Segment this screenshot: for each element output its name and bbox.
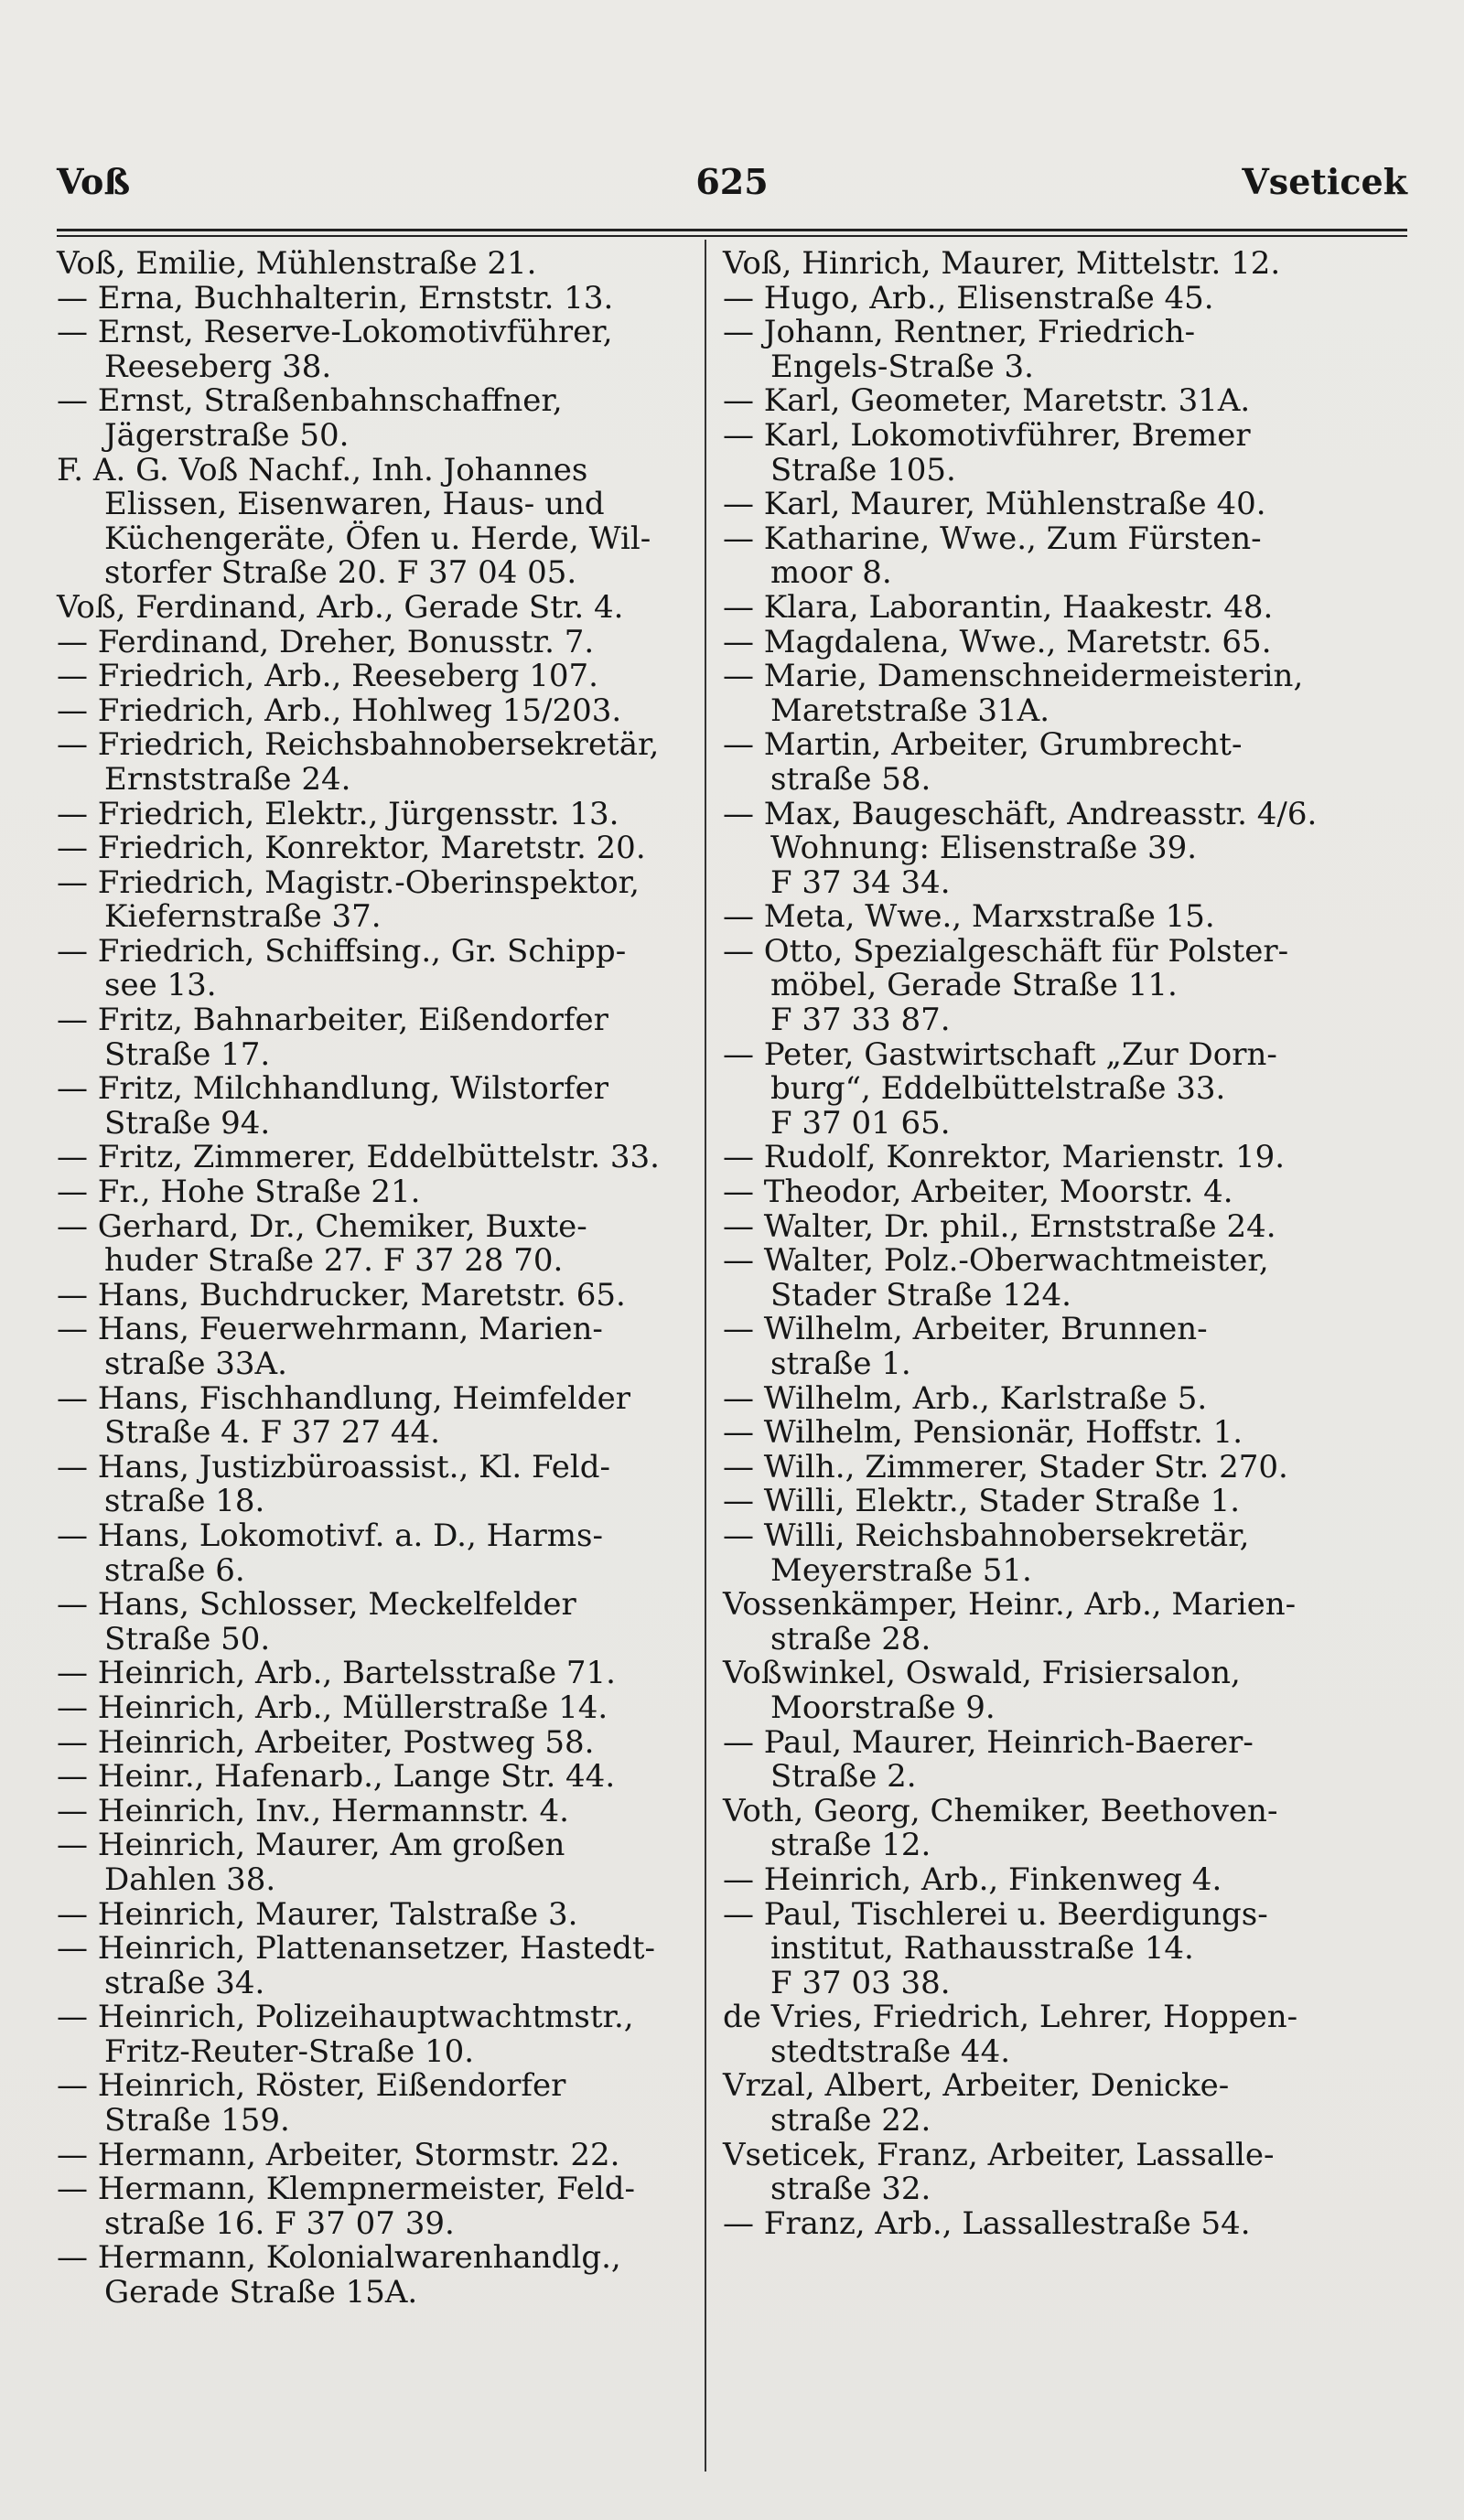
- entry-continuation-line: Engels-Straße 3.: [770, 348, 1034, 385]
- entry-line: — Fritz, Bahnarbeiter, Eißendorfer: [57, 1002, 608, 1039]
- directory-entry: [723, 1485, 1409, 1519]
- entry-line: — Otto, Spezialgeschäft für Polster-: [723, 932, 1289, 970]
- entry-line: — Ernst, Straßenbahnschaffner,: [57, 382, 563, 420]
- entry-line: — Martin, Arbeiter, Grumbrecht-: [723, 726, 1243, 764]
- entry-continuation-line: Straße 159.: [104, 2102, 290, 2139]
- entry-line: — Hermann, Klempnermeister, Feld-: [57, 2171, 636, 2208]
- entry-line: — Katharine, Wwe., Zum Fürsten-: [723, 520, 1262, 557]
- entry-line: — Gerhard, Dr., Chemiker, Buxte-: [57, 1207, 587, 1245]
- entry-continuation-line: straße 58.: [770, 760, 931, 798]
- entry-continuation-line: straße 16. F 37 07 39.: [104, 2204, 455, 2242]
- entry-line: — Hans, Feuerwehrmann, Marien-: [57, 1311, 603, 1348]
- directory-entry: [57, 2172, 688, 2241]
- page-header: [57, 161, 1407, 216]
- directory-entry: [723, 2204, 1409, 2242]
- directory-entry: [57, 588, 688, 626]
- entry-line: — Friedrich, Elektr., Jürgensstr. 13.: [57, 795, 619, 832]
- entry-continuation-line: straße 33A.: [104, 1346, 287, 1382]
- directory-entry: [723, 384, 1409, 419]
- directory-entry: [57, 1657, 688, 1691]
- directory-entry: [723, 1379, 1409, 1417]
- directory-entry: [57, 863, 688, 936]
- directory-entry: [57, 384, 688, 453]
- directory-entry: [57, 831, 688, 866]
- right-column: [723, 247, 1409, 2241]
- entry-continuation-line: Wohnung: Elisenstraße 39.: [770, 830, 1198, 867]
- entry-continuation-line: F 37 34 34.: [770, 863, 951, 901]
- entry-continuation-line: straße 12.: [770, 1827, 931, 1864]
- directory-entry: [57, 1792, 688, 1829]
- entry-continuation-line: see 13.: [104, 967, 217, 1004]
- entry-line: — Friedrich, Arb., Reeseberg 107.: [57, 658, 598, 695]
- entry-line: — Wilhelm, Pensionär, Hoffstr. 1.: [723, 1414, 1243, 1452]
- entry-line: — Friedrich, Magistr.-Oberinspektor,: [57, 863, 640, 901]
- entry-line: — Franz, Arb., Lassallestraße 54.: [723, 2204, 1251, 2242]
- entry-line: — Johann, Rentner, Friedrich-: [723, 314, 1196, 351]
- entry-continuation-line: storfer Straße 20. F 37 04 05.: [104, 554, 577, 592]
- entry-line: Voß, Emilie, Mühlenstraße 21.: [57, 245, 537, 282]
- directory-entry: [57, 1448, 688, 1520]
- entry-line: — Meta, Wwe., Marxstraße 15.: [723, 898, 1215, 936]
- directory-entry: [57, 1141, 688, 1175]
- entry-continuation-line: stedtstraße 44.: [770, 2032, 1011, 2070]
- entry-continuation-line: huder Straße 27. F 37 28 70.: [104, 1242, 564, 1280]
- entry-continuation-line: Straße 94.: [104, 1104, 271, 1142]
- directory-entry: [723, 1792, 1409, 1864]
- directory-entry: [57, 279, 688, 316]
- entry-continuation-line: Straße 50.: [104, 1620, 271, 1657]
- entry-continuation-line: Gerade Straße 15A.: [104, 2274, 418, 2311]
- entry-continuation-line: Dahlen 38.: [104, 1861, 276, 1898]
- directory-entry: [723, 416, 1409, 488]
- directory-entry: [723, 1141, 1409, 1175]
- entry-line: — Erna, Buchhalterin, Ernststr. 13.: [57, 279, 614, 316]
- directory-entry: [723, 1313, 1409, 1381]
- directory-entry: [57, 1379, 688, 1452]
- directory-entry: [723, 1519, 1409, 1588]
- directory-entry: [723, 2136, 1409, 2208]
- directory-entry: [723, 279, 1409, 316]
- entry-line: — Heinrich, Polizeihauptwachtmstr.,: [57, 1999, 634, 2036]
- entry-line: — Magdalena, Wwe., Maretstr. 65.: [723, 623, 1272, 660]
- directory-entry: [723, 659, 1409, 728]
- entry-line: — Fritz, Zimmerer, Eddelbüttelstr. 33.: [57, 1139, 660, 1176]
- directory-entry: [57, 1723, 688, 1761]
- entry-line: — Hans, Fischhandlung, Heimfelder: [57, 1379, 631, 1417]
- directory-entry: [723, 728, 1409, 797]
- entry-continuation-line: F 37 33 87.: [770, 1002, 951, 1039]
- directory-entry: [723, 316, 1409, 384]
- page-number: 625: [695, 161, 769, 202]
- entry-line: — Fritz, Milchhandlung, Wilstorfer: [57, 1070, 608, 1108]
- entry-line: — Paul, Tischlerei u. Beerdigungs-: [723, 1895, 1268, 1933]
- directory-entry: [57, 247, 688, 282]
- directory-entry: [723, 1657, 1409, 1725]
- entry-line: — Heinrich, Inv., Hermannstr. 4.: [57, 1792, 569, 1829]
- entry-line: — Friedrich, Arb., Hohlweg 15/203.: [57, 692, 622, 729]
- directory-entry: [57, 2241, 688, 2310]
- directory-entry: [57, 1932, 688, 2000]
- entry-line: — Hans, Justizbüroassist., Kl. Feld-: [57, 1448, 610, 1485]
- directory-entry: [57, 1588, 688, 1657]
- entry-line: — Hugo, Arb., Elisenstraße 45.: [723, 279, 1214, 316]
- entry-continuation-line: straße 6.: [104, 1551, 245, 1589]
- entry-continuation-line: Ernststraße 24.: [104, 760, 351, 798]
- directory-entry: [57, 1519, 688, 1588]
- entry-line: — Klara, Laborantin, Haakestr. 48.: [723, 588, 1274, 626]
- directory-entry: [723, 588, 1409, 626]
- entry-line: — Karl, Geometer, Maretstr. 31A.: [723, 382, 1251, 420]
- directory-entry: [723, 1207, 1409, 1245]
- directory-entry: [723, 932, 1409, 1039]
- entry-continuation-line: Moorstraße 9.: [770, 1689, 996, 1726]
- entry-line: — Heinrich, Arb., Finkenweg 4.: [723, 1861, 1222, 1898]
- entry-continuation-line: Straße 2.: [770, 1758, 917, 1796]
- entry-line: Voß, Ferdinand, Arb., Gerade Str. 4.: [57, 588, 624, 626]
- directory-entry: [723, 1175, 1409, 1210]
- entry-line: — Heinrich, Arb., Müllerstraße 14.: [57, 1689, 608, 1726]
- entry-continuation-line: Meyerstraße 51.: [770, 1551, 1032, 1589]
- entry-line: — Wilhelm, Arbeiter, Brunnen-: [723, 1311, 1208, 1348]
- entry-continuation-line: moor 8.: [770, 554, 892, 592]
- entry-line: F. A. G. Voß Nachf., Inh. Johannes: [57, 451, 588, 488]
- entry-line: — Heinr., Hafenarb., Lange Str. 44.: [57, 1758, 616, 1796]
- header-right-keyword: Vseticek: [1242, 161, 1407, 202]
- entry-line: — Karl, Maurer, Mühlenstraße 40.: [723, 486, 1266, 523]
- directory-entry: [57, 1895, 688, 1933]
- entry-line: de Vries, Friedrich, Lehrer, Hoppen-: [723, 1999, 1298, 2036]
- directory-entry: [57, 2069, 688, 2138]
- entry-line: Vossenkämper, Heinr., Arb., Marien-: [723, 1586, 1297, 1624]
- entry-continuation-line: Jägerstraße 50.: [104, 416, 350, 454]
- directory-entry: [723, 1723, 1409, 1796]
- entry-line: — Heinrich, Plattenansetzer, Hastedt-: [57, 1930, 656, 1968]
- entry-line: — Peter, Gastwirtschaft „Zur Dorn-: [723, 1035, 1277, 1073]
- entry-line: — Willi, Elektr., Stader Straße 1.: [723, 1483, 1241, 1520]
- directory-entry: [57, 694, 688, 729]
- directory-entry: [57, 623, 688, 660]
- entry-line: — Heinrich, Maurer, Am großen: [57, 1827, 565, 1864]
- entry-line: — Ferdinand, Dreher, Bonusstr. 7.: [57, 623, 595, 660]
- entry-line: — Heinrich, Maurer, Talstraße 3.: [57, 1895, 578, 1933]
- directory-entry: [57, 316, 688, 384]
- entry-continuation-line: straße 22.: [770, 2102, 931, 2139]
- directory-entry: [723, 1895, 1409, 2001]
- directory-entry: [723, 488, 1409, 522]
- entry-continuation-line: Straße 4. F 37 27 44.: [104, 1414, 440, 1452]
- directory-entry: [723, 1416, 1409, 1451]
- entry-line: Voth, Georg, Chemiker, Beethoven-: [723, 1792, 1278, 1829]
- entry-continuation-line: Küchengeräte, Öfen u. Herde, Wil-: [104, 520, 651, 557]
- directory-entry: [57, 1313, 688, 1381]
- entry-continuation-line: straße 1.: [770, 1346, 911, 1382]
- entry-continuation-line: Elissen, Eisenwaren, Haus- und: [104, 486, 605, 523]
- directory-entry: [723, 522, 1409, 591]
- directory-entry: [723, 1448, 1409, 1485]
- directory-entry: [723, 795, 1409, 901]
- entry-line: Vrzal, Albert, Arbeiter, Denicke-: [723, 2067, 1230, 2105]
- directory-entry: [57, 1207, 688, 1280]
- directory-entry: [723, 1863, 1409, 1898]
- directory-entry: [57, 728, 688, 797]
- entry-line: — Hans, Buchdrucker, Maretstr. 65.: [57, 1276, 626, 1314]
- directory-entry: [57, 1760, 688, 1795]
- directory-entry: [57, 1691, 688, 1726]
- entry-line: — Ernst, Reserve-Lokomotivführer,: [57, 314, 613, 351]
- directory-entry: [723, 623, 1409, 660]
- entry-continuation-line: Stader Straße 124.: [770, 1276, 1071, 1314]
- entry-continuation-line: Fritz-Reuter-Straße 10.: [104, 2032, 475, 2070]
- entry-line: — Max, Baugeschäft, Andreasstr. 4/6.: [723, 795, 1318, 832]
- entry-line: — Paul, Maurer, Heinrich-Baerer-: [723, 1723, 1254, 1761]
- entry-line: — Fr., Hohe Straße 21.: [57, 1174, 421, 1211]
- entry-continuation-line: F 37 03 38.: [770, 1964, 951, 2001]
- entry-continuation-line: straße 28.: [770, 1620, 931, 1657]
- directory-entry: [723, 1035, 1409, 1142]
- directory-entry: [57, 1003, 688, 1072]
- entry-continuation-line: Kiefernstraße 37.: [104, 898, 382, 936]
- entry-line: Voßwinkel, Oswald, Frisiersalon,: [723, 1655, 1241, 1692]
- entry-continuation-line: straße 34.: [104, 1964, 265, 2001]
- entry-continuation-line: Reeseberg 38.: [104, 348, 332, 385]
- entry-line: — Hermann, Arbeiter, Stormstr. 22.: [57, 2136, 620, 2173]
- entry-line: — Heinrich, Arbeiter, Postweg 58.: [57, 1723, 595, 1761]
- directory-entry: [57, 2136, 688, 2173]
- entry-line: — Wilh., Zimmerer, Stader Str. 270.: [723, 1448, 1288, 1485]
- entry-line: — Hans, Lokomotivf. a. D., Harms-: [57, 1517, 603, 1554]
- entry-line: — Hermann, Kolonialwarenhandlg.,: [57, 2239, 621, 2277]
- directory-entry: [57, 1828, 688, 1897]
- directory-entry: [57, 1175, 688, 1210]
- entry-line: — Friedrich, Schiffsing., Gr. Schipp-: [57, 932, 627, 970]
- directory-entry: [57, 932, 688, 1004]
- entry-line: Vseticek, Franz, Arbeiter, Lassalle-: [723, 2136, 1275, 2173]
- directory-entry: [57, 795, 688, 832]
- header-left-keyword: Voß: [57, 161, 131, 202]
- entry-line: — Karl, Lokomotivführer, Bremer: [723, 416, 1251, 454]
- directory-entry: [57, 1072, 688, 1141]
- entry-line: — Theodor, Arbeiter, Moorstr. 4.: [723, 1174, 1233, 1211]
- header-rule: [57, 229, 1407, 237]
- entry-continuation-line: straße 18.: [104, 1483, 265, 1520]
- directory-entry: [723, 1588, 1409, 1657]
- directory-entry: [57, 1276, 688, 1314]
- directory-entry: [57, 659, 688, 694]
- entry-line: Voß, Hinrich, Maurer, Mittelstr. 12.: [723, 245, 1281, 282]
- entry-line: — Heinrich, Arb., Bartelsstraße 71.: [57, 1655, 616, 1692]
- entry-continuation-line: institut, Rathausstraße 14.: [770, 1930, 1194, 1968]
- entry-continuation-line: Straße 17.: [104, 1035, 271, 1073]
- entry-continuation-line: Straße 105.: [770, 451, 956, 488]
- entry-continuation-line: Maretstraße 31A.: [770, 692, 1050, 729]
- directory-entry: [57, 2000, 688, 2069]
- entry-line: — Rudolf, Konrektor, Marienstr. 19.: [723, 1139, 1286, 1176]
- entry-line: — Hans, Schlosser, Meckelfelder: [57, 1586, 576, 1624]
- entry-line: — Willi, Reichsbahnobersekretär,: [723, 1517, 1250, 1554]
- entry-line: — Heinrich, Röster, Eißendorfer: [57, 2067, 566, 2105]
- column-divider: [705, 240, 706, 2472]
- directory-entry: [723, 2069, 1409, 2138]
- entry-line: — Marie, Damenschneidermeisterin,: [723, 658, 1304, 695]
- directory-entry: [57, 451, 688, 592]
- entry-continuation-line: straße 32.: [770, 2171, 931, 2208]
- directory-entry: [723, 1244, 1409, 1313]
- entry-line: — Wilhelm, Arb., Karlstraße 5.: [723, 1379, 1208, 1417]
- entry-continuation-line: möbel, Gerade Straße 11.: [770, 967, 1178, 1004]
- entry-continuation-line: burg“, Eddelbüttelstraße 33.: [770, 1070, 1226, 1108]
- entry-line: — Walter, Polz.-Oberwachtmeister,: [723, 1242, 1269, 1280]
- entry-continuation-line: F 37 01 65.: [770, 1104, 951, 1142]
- directory-entry: [723, 900, 1409, 935]
- directory-entry: [723, 247, 1409, 282]
- entry-line: — Friedrich, Reichsbahnobersekretär,: [57, 726, 660, 764]
- left-column: [57, 247, 688, 2311]
- directory-entry: [723, 2000, 1409, 2069]
- entry-line: — Friedrich, Konrektor, Maretstr. 20.: [57, 830, 646, 867]
- entry-line: — Walter, Dr. phil., Ernststraße 24.: [723, 1207, 1276, 1245]
